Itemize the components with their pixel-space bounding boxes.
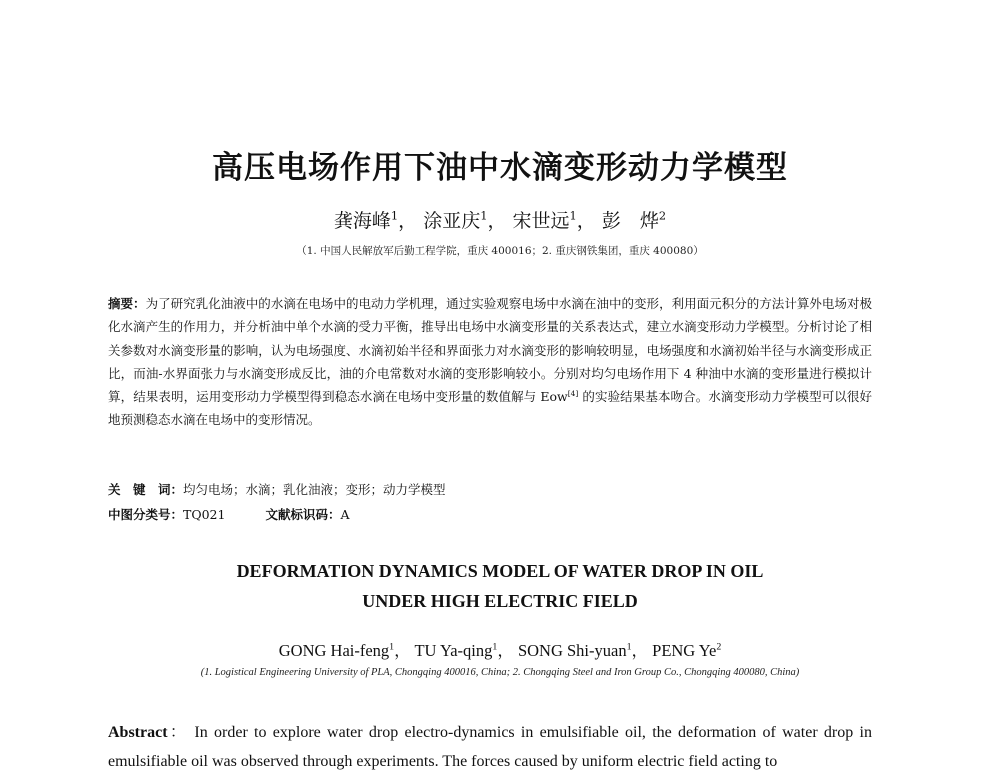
abstract-en-colon: ：: [167, 724, 189, 741]
english-title: [0, 556, 1000, 616]
chinese-abstract: [108, 292, 872, 432]
clc-value: TQ021: [183, 507, 226, 522]
english-affiliation: (1. Logistical Engineering University of PLA, Chongqing 400016, China; 2. Chongqing Steel and Iron Group Co., Chongqing 400080, China): [200, 667, 800, 678]
doc-code-value: A: [340, 507, 350, 522]
english-title-line-1: DEFORMATION DYNAMICS MODEL OF WATER DROP IN OIL: [236, 561, 764, 581]
abstract-cn-reference: [4]: [567, 389, 579, 399]
abstract-cn-text-1: 为了研究乳化油液中的水滴在电场中的电动力学机理，通过实验观察电场中水滴在油中的变形，利用面元积分的方法计算外电场对极化水滴产生的作用力，并分析油中单个水滴的受力平衡，推导出电场中水滴变形量的关系表达式，建立水滴变形动力学模型。分析讨论了相关参数对水滴变形量的影响，认为电场强度、水滴初始半径和界面张力对水滴变形的影响较明显，电场强度和水滴初始半径与水滴变形成正比，而油-水界面张力与水滴变形成反比，油的介电常数对水滴的变形影响较小。分别对均匀电场作用下 4 种油中水滴的变形量进行模拟计算，结果表明，运用变形动力学模型得到稳态水滴在电场中变形量的数值解与 Eow: [108, 296, 872, 405]
clc-label: 中图分类号：: [108, 507, 184, 522]
author-en-4: PENG Ye$^2$: [652, 641, 722, 660]
abstract-en-label: Abstract: [108, 724, 168, 741]
classification-row: [108, 505, 350, 523]
chinese-authors: [0, 206, 1000, 233]
author-en-2: TU Ya-qing$^1$，: [414, 641, 514, 660]
author-en-3: SONG Shi-yuan$^1$，: [517, 641, 649, 660]
keywords-row: [108, 480, 446, 498]
author-cn-4: 彭 烨$^2$: [601, 208, 667, 232]
abstract-cn-text-2: 的实验结果基本吻合。水滴变形动力学模型可以很好地预测稳态水滴在电场中的变形情况。: [108, 389, 872, 428]
author-cn-1: 龚海峰$^1$，: [333, 208, 418, 232]
author-en-1: GONG Hai-feng$^1$，: [278, 641, 411, 660]
chinese-title: 高压电场作用下油中水滴变形动力学模型: [212, 150, 788, 186]
english-abstract: [108, 718, 872, 776]
doc-code-label: 文献标识码：: [265, 507, 341, 522]
abstract-en-text: In order to explore water drop electro-dynamics in emulsifiable oil, the deformation of water drop in emulsifiable oil was observed through experiments. The forces caused by uniform electric field acting to: [108, 724, 872, 770]
author-cn-2: 涂亚庆$^1$，: [423, 208, 507, 232]
keywords-label: 关 键 词：: [108, 482, 184, 497]
english-authors: [0, 637, 1000, 661]
abstract-cn-label: 摘要：: [108, 296, 146, 311]
chinese-affiliation: （1. 中国人民解放军后勤工程学院，重庆 400016；2. 重庆钢铁集团，重庆 400080）: [296, 245, 704, 257]
author-cn-3: 宋世远$^1$，: [512, 208, 596, 232]
english-title-line-2: UNDER HIGH ELECTRIC FIELD: [362, 591, 638, 611]
keywords-value: 均匀电场；水滴；乳化油液；变形；动力学模型: [183, 482, 446, 497]
